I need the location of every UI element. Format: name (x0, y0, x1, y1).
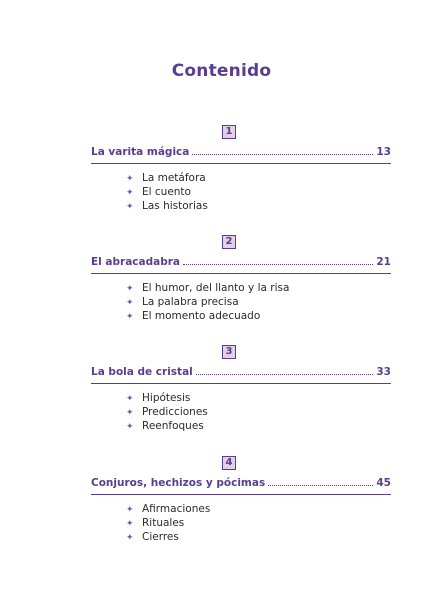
dot-leader (183, 255, 373, 265)
list-item (126, 295, 289, 309)
list-item (126, 502, 210, 516)
subtopic-label: El humor, del llanto y la risa (142, 282, 290, 294)
list-item (126, 405, 208, 419)
list-item (126, 391, 208, 405)
list-item (126, 281, 289, 295)
chapter-title: La varita mágica (91, 146, 190, 158)
chapter-title: Conjuros, hechizos y pócimas (91, 477, 266, 489)
subtopic-label: Cierres (142, 531, 179, 543)
list-item (126, 419, 208, 433)
subtopic-label: Afirmaciones (142, 503, 211, 515)
chapter-divider (91, 273, 391, 274)
subtopic-label: La metáfora (142, 172, 206, 184)
bullet-icon: ✦ (126, 422, 134, 432)
subtopic-list (126, 171, 208, 213)
list-item (126, 309, 289, 323)
bullet-icon: ✦ (126, 284, 134, 294)
subtopic-list (126, 391, 208, 433)
subtopic-label: El momento adecuado (142, 310, 261, 322)
bullet-icon: ✦ (126, 533, 134, 543)
subtopic-label: Las historias (142, 200, 208, 212)
page-number: 33 (376, 366, 391, 378)
chapter-number-badge: 2 (222, 235, 236, 249)
toc-entry[interactable] (91, 255, 391, 269)
chapter-title: La bola de cristal (91, 366, 193, 378)
dot-leader (196, 365, 374, 375)
page-title: Contenido (171, 61, 272, 81)
bullet-icon: ✦ (126, 312, 134, 322)
bullet-icon: ✦ (126, 408, 134, 418)
list-item (126, 516, 210, 530)
chapter-number-badge: 3 (222, 345, 236, 359)
bullet-icon: ✦ (126, 202, 134, 212)
list-item (126, 199, 208, 213)
bullet-icon: ✦ (126, 298, 134, 308)
bullet-icon: ✦ (126, 519, 134, 529)
subtopic-label: El cuento (142, 186, 191, 198)
toc-entry[interactable] (91, 365, 391, 379)
page-number: 21 (376, 256, 391, 268)
chapter-divider (91, 383, 391, 384)
page-number: 45 (376, 477, 391, 489)
bullet-icon: ✦ (126, 394, 134, 404)
bullet-icon: ✦ (126, 174, 134, 184)
subtopic-list (126, 502, 210, 544)
chapter-title: El abracadabra (91, 256, 180, 268)
subtopic-list (126, 281, 289, 323)
chapter-number-badge: 4 (222, 456, 236, 470)
subtopic-label: La palabra precisa (142, 296, 239, 308)
chapter-divider (91, 163, 391, 164)
bullet-icon: ✦ (126, 188, 134, 198)
dot-leader (268, 476, 373, 486)
list-item (126, 530, 210, 544)
list-item (126, 171, 208, 185)
toc-entry[interactable] (91, 476, 391, 490)
page-number: 13 (376, 146, 391, 158)
bullet-icon: ✦ (126, 505, 134, 515)
chapter-number-badge: 1 (222, 125, 236, 139)
subtopic-label: Reenfoques (142, 420, 204, 432)
subtopic-label: Rituales (142, 517, 185, 529)
subtopic-label: Predicciones (142, 406, 208, 418)
subtopic-label: Hipótesis (142, 392, 191, 404)
toc-entry[interactable] (91, 145, 391, 159)
list-item (126, 185, 208, 199)
chapter-divider (91, 494, 391, 495)
dot-leader (192, 145, 373, 155)
